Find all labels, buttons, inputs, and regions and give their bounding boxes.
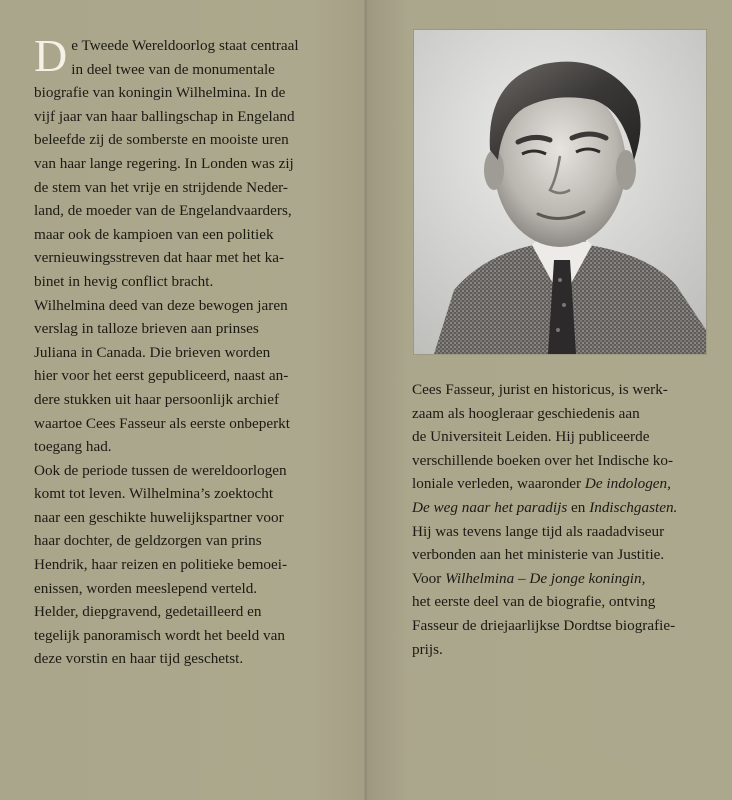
bio-line: zaam als hoogleraar geschiedenis aan [412,404,640,422]
portrait-photo [414,30,706,354]
blurb-line: Juliana in Canada. Die brieven worden [34,343,271,361]
blurb-line: dere stukken uit haar persoonlijk archief [34,390,280,408]
blurb-line: vernieuwingsstreven dat haar met het ka- [34,249,285,267]
bio-line: prijs. [412,640,443,658]
bio-line: verbonden aan het ministerie van Justitie. [412,546,665,564]
bio-line: Hij was tevens lange tijd als raadadviseur [412,522,665,540]
blurb-line: Helder, diepgravend, gedetailleerd en [34,603,262,621]
blurb-line: enissen, worden meeslepend verteld. [34,579,258,597]
book-title: De indologen, [584,475,671,493]
blurb-line: haar dochter, de geldzorgen van prins [34,532,262,550]
drop-cap: D [34,30,68,81]
blurb-line: Hendrik, haar reizen en politieke bemoei- [34,556,288,574]
bio-line: de Universiteit Leiden. Hij publiceerde [412,428,650,446]
blurb-line: tegelijk panoramisch wordt het beeld van [34,626,285,644]
bio-line: Cees Fasseur, jurist en historicus, is werk- [412,381,668,398]
blurb-line: maar ook de kampioen van een politiek [34,225,274,243]
blurb-line: toegang had. [34,438,112,456]
bio-line: loniale verleden, waaronder De indologen, [412,475,671,493]
blurb-line: Wilhelmina deed van deze bewogen jaren [34,296,288,314]
bio-line: verschillende boeken over het Indische ko- [412,451,674,469]
blurb-line: in deel twee van de monumentale [71,60,275,78]
bio-line: De weg naar het paradijs en Indischgasten. [412,498,678,516]
author-bio [412,378,712,661]
blurb-line: land, de moeder van de Engelandvaarders, [34,202,292,220]
blurb-line: komt tot leven. Wilhelmina’s zoektocht [34,485,274,503]
blurb-line: e Tweede Wereldoorlog staat centraal [71,37,299,54]
bio-line: het eerste deel van de biografie, ontving [412,593,656,611]
bio-line: Fasseur de driejaarlijkse Dordtse biografie- [412,616,676,634]
blurb-line: beleefde zij de somberste en mooiste uren [34,131,289,149]
book-title: Indischgasten. [589,498,678,516]
blurb-line: binet in hevig conflict bracht. [34,272,214,290]
blurb-text [34,30,334,671]
blurb-line: waartoe Cees Fasseur als eerste onbeperkt [34,414,290,432]
author-portrait [414,30,706,354]
blurb-line: hier voor het eerst gepubliceerd, naast an- [34,367,289,385]
blurb-line: naar een geschikte huwelijkspartner voor [34,508,284,526]
bio-line: Voor Wilhelmina – De jonge koningin, [412,569,646,587]
blurb-line: deze vorstin en haar tijd geschetst. [34,650,244,668]
blurb-line: vijf jaar van haar ballingschap in Engeland [34,107,295,125]
blurb-line: Ook de periode tussen de wereldoorlogen [34,461,287,479]
blurb-line: biografie van koningin Wilhelmina. In de [34,84,286,102]
blurb-line: verslag in talloze brieven aan prinses [34,320,259,338]
book-title: De weg naar het paradijs [412,498,568,516]
blurb-line: van haar lange regering. In Londen was zij [34,154,294,172]
fold-line [364,0,368,800]
book-title: Wilhelmina – De jonge koningin, [445,569,646,587]
blurb-line: de stem van het vrije en strijdende Neder- [34,178,288,196]
